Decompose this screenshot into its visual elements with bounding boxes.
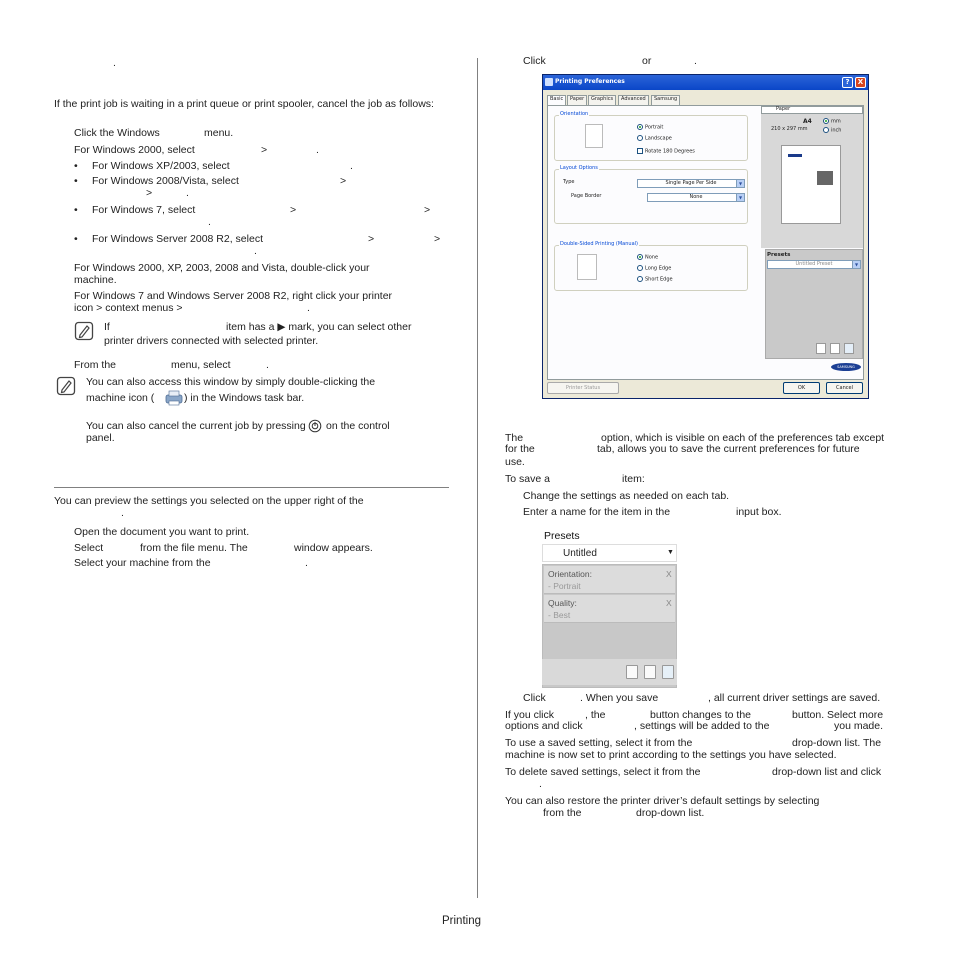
para-rightclick-2: icon > context menus >	[74, 302, 183, 314]
preview-text: You can preview the settings you selected on the upper right of the	[54, 495, 364, 507]
chevron-down-icon: ▼	[736, 194, 744, 201]
tab-paper[interactable]: Paper	[567, 95, 587, 105]
dot: .	[316, 144, 319, 156]
restore-text-a: from the	[543, 807, 582, 819]
landscape-label: Landscape	[645, 135, 672, 142]
new-preset-button[interactable]	[816, 343, 826, 354]
dot: .	[350, 160, 353, 172]
presets-option-text: option, which is visible on each of the preferences tab except	[601, 432, 885, 444]
dot: .	[208, 216, 211, 228]
list-item	[544, 566, 675, 594]
dialog-titlebar	[543, 75, 868, 90]
border-value: None	[689, 194, 703, 200]
preset-item-value: - Best	[548, 610, 571, 620]
radio-icon	[823, 127, 829, 133]
checkbox-icon	[637, 148, 643, 154]
click-text: Click	[523, 692, 546, 704]
preset-item-name: Orientation:	[548, 569, 592, 579]
para-rightclick: For Windows 7 and Windows Server 2008 R2, right click your printer	[74, 290, 393, 302]
step-select-print-c: window appears.	[294, 542, 373, 554]
cancel-button-icon	[308, 419, 322, 433]
presets-select[interactable]	[767, 260, 861, 269]
to-save-a: To save a	[505, 473, 550, 485]
close-button[interactable]: X	[855, 77, 866, 88]
note1-if: If	[104, 321, 110, 333]
duplex-none-radio[interactable]	[637, 254, 658, 261]
restore-text: You can also restore the printer driver’s default settings by selecting	[505, 795, 820, 807]
duplex-short-radio[interactable]	[637, 276, 673, 283]
when-save-text: . When you save	[580, 692, 659, 704]
radio-icon	[823, 118, 829, 124]
click-text: Click	[523, 55, 546, 67]
page-footer: Printing	[442, 915, 481, 927]
from-the: From the	[74, 359, 117, 371]
bullet-mark: •	[74, 233, 78, 245]
note-icon	[74, 321, 94, 341]
printing-preferences-dialog	[542, 74, 869, 399]
dot: .	[694, 55, 697, 67]
chevron-down-icon: ▼	[852, 261, 860, 268]
orientation-group	[554, 111, 748, 161]
duplex-long-radio[interactable]	[637, 265, 671, 272]
presets-panel-title: Presets	[544, 530, 580, 542]
gt: >	[434, 233, 441, 245]
gt: >	[424, 204, 431, 216]
layout-label: Layout Options	[560, 165, 598, 171]
button-changes: button changes to the	[650, 709, 751, 721]
remove-item-icon[interactable]: X	[666, 569, 672, 579]
presets-name-input[interactable]	[542, 544, 677, 562]
dot: .	[305, 557, 308, 569]
radio-icon	[637, 254, 643, 260]
rotate-label: Rotate 180 Degrees	[645, 148, 695, 155]
bullet-mark: •	[74, 160, 78, 172]
printer-tray-icon	[163, 389, 185, 407]
orientation-label: Orientation	[560, 111, 589, 117]
note3-line2: panel.	[86, 432, 115, 444]
bullet-winvista: For Windows 2008/Vista, select	[92, 175, 239, 187]
duplex-label: Double-Sided Printing (Manual)	[560, 241, 638, 247]
item-colon: item:	[622, 473, 645, 485]
settings-added: , settings will be added to the	[634, 720, 770, 732]
duplex-none-label: None	[645, 254, 659, 261]
duplex-long-label: Long Edge	[645, 265, 672, 272]
tab-basic[interactable]: Basic	[547, 95, 566, 106]
win2000-line: For Windows 2000, select	[74, 144, 195, 156]
bullet-win7: For Windows 7, select	[92, 204, 196, 216]
gt: >	[290, 204, 297, 216]
cancel-intro: If the print job is waiting in a print queue or print spooler, cancel the job as follows:	[54, 98, 434, 110]
for-the: for the	[505, 443, 535, 455]
border-label: Page Border	[571, 193, 602, 199]
gt: >	[368, 233, 375, 245]
presets-section	[765, 249, 863, 359]
note1-line2: printer drivers connected with selected printer.	[104, 335, 319, 347]
portrait-radio[interactable]	[637, 124, 663, 131]
paper-dims: 210 x 297 mm	[771, 126, 808, 132]
radio-icon	[637, 135, 643, 141]
type-select[interactable]	[637, 179, 745, 188]
step-select-print-b: from the file menu. The	[140, 542, 248, 554]
preset-item-value: - Portrait	[548, 581, 581, 591]
bullet-winxp: For Windows XP/2003, select	[92, 160, 230, 172]
section-divider	[54, 487, 449, 488]
presets-name-value: Untitled	[563, 548, 597, 559]
fragment-dot: .	[113, 57, 116, 69]
dialog-title: Printing Preferences	[555, 78, 625, 85]
note2-line1: You can also access this window by simply double-clicking the	[86, 376, 376, 388]
para-doubleclick-2: machine.	[74, 274, 117, 286]
radio-icon	[637, 124, 643, 130]
the-text: The	[505, 432, 524, 444]
gt: >	[146, 187, 153, 199]
radio-icon	[637, 265, 643, 271]
delete-text: To delete saved settings, select it from the	[505, 766, 701, 778]
bullet-winserver: For Windows Server 2008 R2, select	[92, 233, 263, 245]
delete-text-b: drop-down list and click	[772, 766, 882, 778]
bullet-mark: •	[74, 204, 78, 216]
presets-label: Presets	[767, 252, 791, 258]
paper-subtab[interactable]	[761, 106, 863, 114]
dot: .	[186, 187, 189, 199]
options-click: options and click	[505, 720, 583, 732]
button-select-more: button. Select more	[792, 709, 884, 721]
or-text: or	[642, 55, 652, 67]
you-made: you made.	[834, 720, 884, 732]
unit-mm-label: mm	[831, 118, 841, 125]
paper-size: A4	[803, 118, 812, 125]
unit-mm-radio[interactable]	[823, 118, 841, 125]
presets-value: Untitled Preset	[795, 261, 833, 267]
samsung-logo: SAMSUNG	[831, 363, 861, 371]
delete-preset-button[interactable]	[844, 343, 854, 354]
unit-inch-label: inch	[831, 127, 842, 134]
presets-toolbar	[542, 659, 677, 685]
dot: .	[539, 778, 542, 790]
type-value: Single Page Per Side	[665, 180, 717, 186]
rotate-checkbox[interactable]	[637, 148, 695, 155]
use-text: use.	[505, 456, 525, 468]
list-item	[544, 595, 675, 623]
duplex-short-label: Short Edge	[645, 276, 673, 283]
column-divider	[477, 58, 478, 898]
note-icon	[56, 376, 76, 396]
step-enter-name-b: input box.	[736, 506, 782, 518]
type-label: Type	[563, 179, 575, 185]
preset-item-name: Quality:	[548, 598, 577, 608]
delete-preset-button[interactable]	[662, 665, 674, 679]
step-click-windows: Click the Windows	[74, 127, 160, 139]
bullet-mark: •	[74, 175, 78, 187]
remove-item-icon[interactable]: X	[666, 598, 672, 608]
landscape-radio[interactable]	[637, 135, 672, 142]
paper-subtab-label: Paper	[776, 106, 791, 112]
unit-inch-radio[interactable]	[823, 127, 841, 134]
printer-icon	[545, 78, 553, 86]
note3-line1b: on the control	[326, 420, 390, 432]
image-icon	[817, 171, 833, 185]
duplex-preview-icon	[577, 254, 597, 280]
tab-graphics[interactable]: Graphics	[588, 95, 616, 105]
note2-line2b: ) in the Windows task bar.	[184, 392, 305, 404]
all-saved-text: , all current driver settings are saved.	[708, 692, 881, 704]
duplex-group	[554, 241, 748, 291]
tab-samsung[interactable]: Samsung	[651, 95, 680, 105]
portrait-label: Portrait	[645, 124, 664, 131]
from-menu-select: menu, select	[171, 359, 231, 371]
note2-line2a: machine icon (	[86, 392, 155, 404]
chevron-down-icon: ▼	[667, 549, 674, 556]
gt: >	[340, 175, 347, 187]
note3-line1: You can also cancel the current job by pressing	[86, 420, 306, 432]
step-click-windows-tail: menu.	[204, 127, 234, 139]
step-select-print: Select	[74, 542, 104, 554]
save-preset-button[interactable]	[644, 665, 656, 679]
dot: .	[307, 302, 310, 314]
note1-text: item has a ▶ mark, you can select other	[226, 321, 412, 333]
ok-button[interactable]: OK	[783, 382, 820, 394]
tab-allows-text: tab, allows you to save the current preferences for future	[597, 443, 860, 455]
step-select-machine: Select your machine from the	[74, 557, 211, 569]
portrait-preview-icon	[585, 124, 603, 148]
help-button[interactable]: ?	[842, 77, 853, 88]
step-change-settings: Change the settings as needed on each tab.	[523, 490, 730, 502]
use-saved-text: To use a saved setting, select it from the	[505, 737, 693, 749]
cancel-button[interactable]: Cancel	[826, 382, 863, 394]
para-doubleclick: For Windows 2000, XP, 2003, 2008 and Vista, double-click your	[74, 262, 370, 274]
save-preset-button[interactable]	[830, 343, 840, 354]
restore-text-b: drop-down list.	[636, 807, 705, 819]
step-open-doc: Open the document you want to print.	[74, 526, 250, 538]
tab-advanced[interactable]: Advanced	[618, 95, 649, 105]
logo-icon	[788, 154, 802, 157]
dialog-panel	[547, 105, 864, 380]
printer-status-button[interactable]: Printer Status	[547, 382, 619, 394]
dot: .	[121, 507, 124, 519]
use-saved-text-2: machine is now set to print according to the settings you have selected.	[505, 749, 837, 761]
radio-icon	[637, 276, 643, 282]
presets-panel	[542, 528, 677, 685]
layout-group	[554, 165, 748, 224]
chevron-down-icon: ▼	[736, 180, 744, 187]
new-preset-button[interactable]	[626, 665, 638, 679]
gt: >	[261, 144, 268, 156]
dot: .	[266, 359, 269, 371]
page-preview	[781, 145, 841, 224]
if-click: If you click	[505, 709, 555, 721]
border-select[interactable]	[647, 193, 745, 202]
preview-area	[761, 114, 863, 248]
comma-the: , the	[585, 709, 606, 721]
use-saved-text-b: drop-down list. The	[792, 737, 882, 749]
step-enter-name: Enter a name for the item in the	[523, 506, 671, 518]
dot: .	[254, 245, 257, 257]
